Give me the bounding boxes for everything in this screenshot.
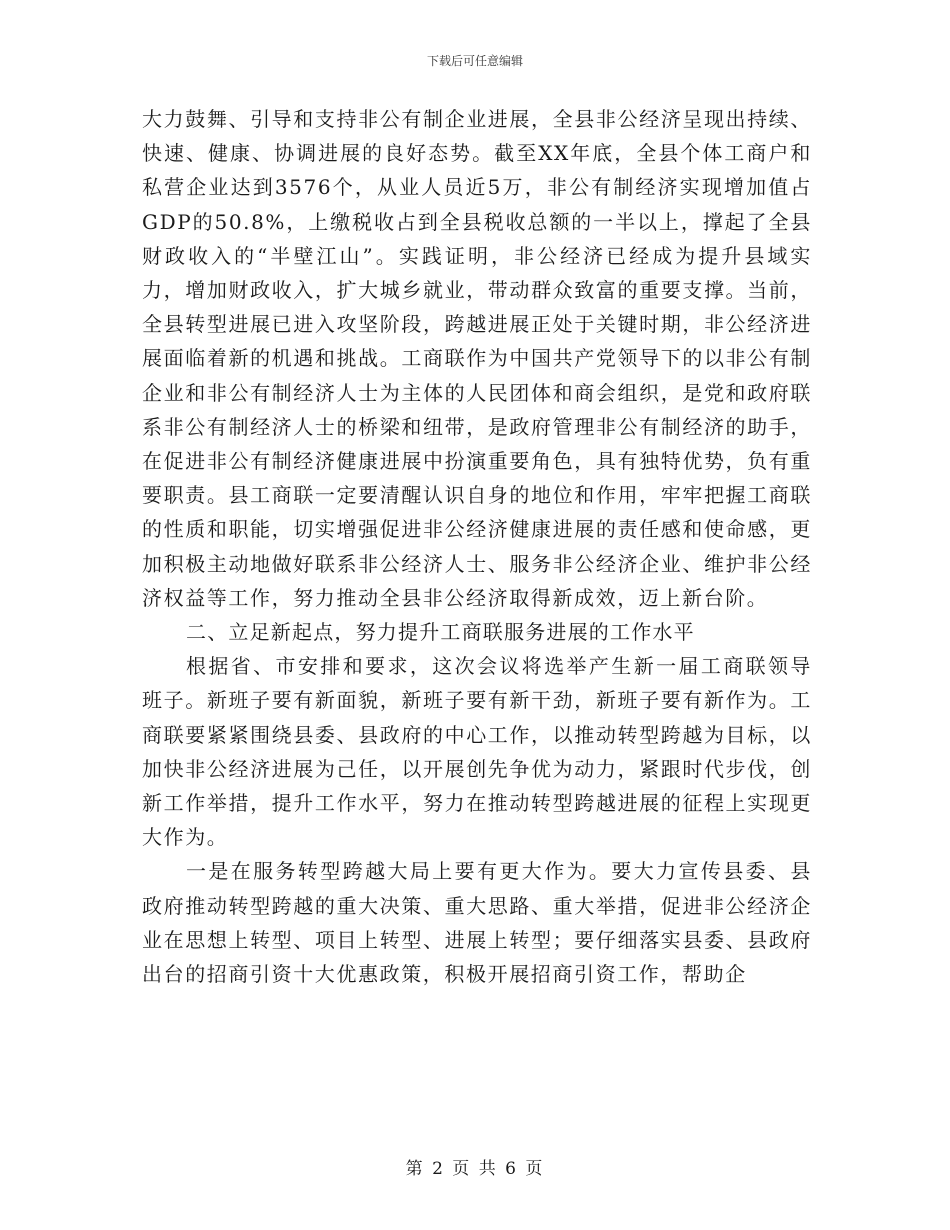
page-number-footer: 第 2 页 共 6 页 xyxy=(405,1159,545,1179)
section-heading: 二、立足新起点，努力提升工商联服务进展的工作水平 xyxy=(186,620,695,645)
body-paragraph-1: 大力鼓舞、引导和支持非公有制企业进展，全县非公经济呈现出持续、快速、健康、协调进展的良好态势。截至XX年底，全县个体工商户和私营企业达到3576个，从业人员近5万，非公有制经济实现增加值占GDP的50.8%，上缴税收占到全县税收总额的一半以上，撑起了全县财政收入的“半壁江山”。实践证明，非公经济已经成为提升县域实力，增加财政收入，扩大城乡就业，带动群众致富的重要支撑。当前，全县转型进展已进入攻坚阶段，跨越进展正处于关键时期，非公经济进展面临着新的机遇和挑战。工商联作为中国共产党领导下的以非公有制企业和非公有制经济人士为主体的人民团体和商会组织，是党和政府联系非公有制经济人士的桥梁和纽带，是政府管理非公有制经济的助手，在促进非公有制经济健康进展中扮演重要角色，具有独特优势，负有重要职责。县工商联一定要清醒认识自身的地位和作用，牢牢把握工商联的性质和职能，切实增强促进非公经济健康进展的责任感和使命感，更加积极主动地做好联系非公经济人士、服务非公经济企业、维护非公经济权益等工作，努力推动全县非公经济取得新成效，迈上新台阶。 xyxy=(142,107,812,610)
body-paragraph-2: 根据省、市安排和要求，这次会议将选举产生新一届工商联领导班子。新班子要有新面貌，新班子要有新干劲，新班子要有新作为。工商联要紧紧围绕县委、县政府的中心工作，以推动转型跨越为目标，以加快非公经济进展为己任，以开展创先争优为动力，紧跟时代步伐，创新工作举措，提升工作水平，努力在推动转型跨越进展的征程上实现更大作为。 xyxy=(142,654,812,850)
page-header: 下载后可任意编辑 xyxy=(426,54,523,68)
document-body xyxy=(142,102,812,991)
body-paragraph-3: 一是在服务转型跨越大局上要有更大作为。要大力宣传县委、县政府推动转型跨越的重大决策、重大思路、重大举措，促进非公经济企业在思想上转型、项目上转型、进展上转型；要仔细落实县委、县政府出台的招商引资十大优惠政策，积极开展招商引资工作，帮助企 xyxy=(142,859,812,987)
